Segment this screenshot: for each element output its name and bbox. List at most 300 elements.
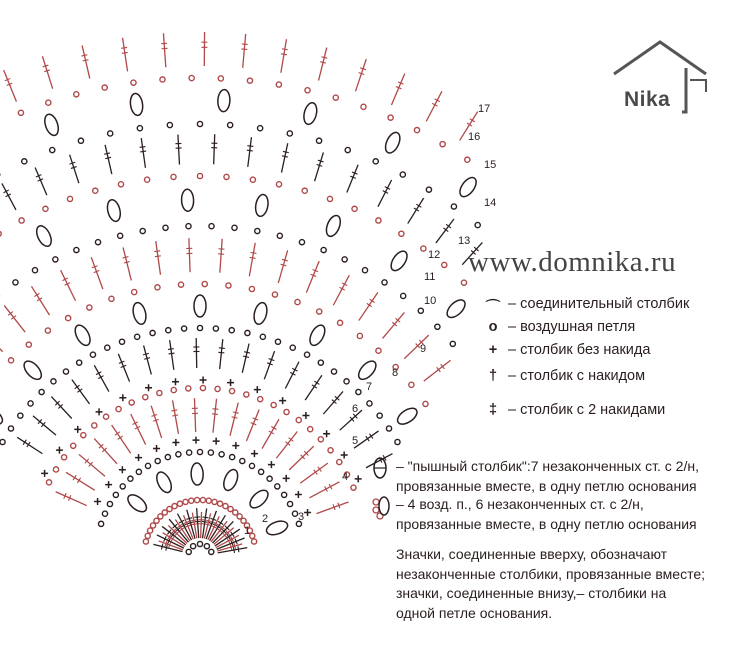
sc-stitch xyxy=(192,437,199,444)
sc-stitch xyxy=(74,426,81,433)
chain-stitch xyxy=(219,452,224,457)
chain-stitch xyxy=(116,406,121,411)
dc-bar xyxy=(367,303,372,306)
chain-stitch xyxy=(217,501,222,506)
chain-stitch xyxy=(259,469,264,474)
chain-stitch xyxy=(331,369,336,374)
chain-stitch xyxy=(461,280,466,285)
chain-stitch xyxy=(377,413,382,418)
chain-stitch xyxy=(102,85,107,90)
row-number: 11 xyxy=(424,271,436,283)
chain-stitch xyxy=(426,187,431,192)
dc-bar xyxy=(250,252,256,253)
dc-stitch xyxy=(163,33,165,67)
puff-stitch xyxy=(0,405,5,427)
chain-stitch xyxy=(71,443,76,448)
chain-stitch xyxy=(395,439,400,444)
chain-stitch xyxy=(98,521,103,526)
puff-stitch xyxy=(221,468,240,493)
sc-stitch xyxy=(172,439,179,446)
chain-stitch xyxy=(421,246,426,251)
note-line: одной петле основания. xyxy=(396,604,553,621)
chain-stitch xyxy=(90,352,95,357)
chain-stitch xyxy=(251,539,256,544)
chain-stitch xyxy=(267,476,272,481)
chain-stitch xyxy=(345,147,350,152)
chain-stitch xyxy=(45,328,50,333)
dc-bar xyxy=(370,299,375,302)
note-line: незаконченные столбики, провязанные вместе; xyxy=(396,565,706,582)
dc-bar xyxy=(205,524,211,525)
chain-stitch xyxy=(163,225,168,230)
chain-stitch xyxy=(361,104,366,109)
chain-stitch xyxy=(43,206,48,211)
chain-stitch xyxy=(118,233,123,238)
chain-stitch xyxy=(8,426,13,431)
chain-stitch xyxy=(92,423,97,428)
puff-stitch xyxy=(388,248,410,273)
double-crochet-icon: † xyxy=(488,368,498,384)
dc-stitch xyxy=(144,345,152,374)
dc-bar xyxy=(171,410,177,411)
dc-stitch xyxy=(317,502,349,514)
sc-stitch xyxy=(213,438,220,445)
chain-stitch xyxy=(145,177,150,182)
chain-stitch xyxy=(218,76,223,81)
chain-stitch xyxy=(77,360,82,365)
chain-stitch xyxy=(337,459,342,464)
chain-stitch xyxy=(271,402,276,407)
sc-stitch xyxy=(227,379,234,386)
dc-bar xyxy=(233,547,234,553)
dc-bar xyxy=(168,349,174,350)
chain-stitch xyxy=(272,292,277,297)
chain-stitch xyxy=(119,339,124,344)
row-number: 6 xyxy=(352,403,359,415)
chain-stitch xyxy=(132,289,137,294)
legend-text: – воздушная петля xyxy=(508,319,636,335)
dc-bar xyxy=(191,524,197,525)
chain-stitch xyxy=(344,379,349,384)
dc-stitch xyxy=(2,183,16,209)
sc-stitch xyxy=(94,498,101,505)
chain-stitch xyxy=(233,510,238,515)
row-number: 13 xyxy=(458,235,471,247)
dc-stitch xyxy=(31,286,49,315)
dc-stitch xyxy=(378,180,392,207)
dc-stitch xyxy=(282,143,288,172)
sc-stitch xyxy=(119,466,126,473)
chain-stitch xyxy=(0,439,5,444)
row-number: 4 xyxy=(342,471,349,483)
dc-stitch xyxy=(61,270,76,301)
chain-stitch xyxy=(376,348,381,353)
chain-stitch xyxy=(290,345,295,350)
row-number: 10 xyxy=(424,295,437,307)
chain-stitch xyxy=(240,458,245,463)
chain-stitch xyxy=(249,286,254,291)
chain-stitch xyxy=(197,173,202,178)
chain-stitch xyxy=(18,413,23,418)
chain-stitch xyxy=(208,450,213,455)
dc-stitch xyxy=(264,351,274,379)
dc-bar xyxy=(283,151,289,152)
dc-bar xyxy=(250,257,256,258)
dc-stitch xyxy=(123,38,128,72)
chain-stitch xyxy=(209,224,214,229)
chain-stitch xyxy=(186,386,191,391)
dc-stitch xyxy=(201,512,202,538)
puff-stitch xyxy=(355,358,379,382)
sc-stitch xyxy=(254,386,261,393)
dc-stitch xyxy=(347,165,358,193)
note-line: Значки, соединенные вверху, обозначают xyxy=(396,546,668,562)
dc-stitch xyxy=(112,425,131,453)
chain-stitch xyxy=(46,480,51,485)
dc-bar xyxy=(281,54,287,55)
chain-stitch xyxy=(244,392,249,397)
chain-stitch xyxy=(305,88,310,93)
cross-icon: + xyxy=(488,342,498,358)
sc-stitch xyxy=(135,454,142,461)
chain-stitch xyxy=(367,401,372,406)
chain-icon: o xyxy=(488,319,498,335)
dc-stitch xyxy=(220,239,222,273)
chain-stitch xyxy=(154,518,159,523)
dc-bar xyxy=(242,44,248,45)
chain-stitch xyxy=(356,389,361,394)
chain-stitch xyxy=(157,390,162,395)
chain-stitch xyxy=(258,397,263,402)
chain-stitch xyxy=(284,409,289,414)
chain-stitch xyxy=(108,131,113,136)
dc-bar xyxy=(232,417,238,418)
chain-stitch xyxy=(171,174,176,179)
chain-stitch xyxy=(74,92,79,97)
dc-bar xyxy=(144,358,150,360)
chain-stitch xyxy=(316,138,321,143)
dc-bar xyxy=(241,49,247,50)
puff-stitch xyxy=(395,405,420,427)
chain-stitch xyxy=(166,328,171,333)
puff-stitch xyxy=(444,297,468,321)
chain-stitch xyxy=(232,225,237,230)
sc-stitch xyxy=(304,509,311,516)
row-number: 14 xyxy=(484,197,497,209)
chain-stitch xyxy=(212,499,217,504)
chain-stitch xyxy=(327,196,332,201)
dc-stitch xyxy=(309,482,339,498)
dc-bar xyxy=(140,151,146,152)
chain-stitch xyxy=(50,147,55,152)
puff-stitch xyxy=(131,301,148,325)
dc-stitch xyxy=(246,410,259,442)
chain-stitch xyxy=(28,401,33,406)
sc-stitch xyxy=(283,475,290,482)
legend-text: – столбик с 2 накидами xyxy=(508,402,666,418)
sc-stitch xyxy=(295,491,302,498)
dc-bar xyxy=(169,353,175,354)
dc-bar xyxy=(155,256,161,257)
slip-stitch-icon: ⌒ xyxy=(485,300,501,316)
chain-stitch xyxy=(209,549,214,554)
dc-stitch xyxy=(249,243,255,276)
dc-stitch xyxy=(94,439,117,464)
sc-stitch xyxy=(341,452,348,459)
row-number: 8 xyxy=(392,367,399,379)
chain-stitch xyxy=(187,450,192,455)
dc-bar xyxy=(191,520,197,521)
chain-stitch xyxy=(200,497,205,502)
row-number: 7 xyxy=(366,381,373,393)
dc-stitch xyxy=(94,365,109,391)
sc-stitch xyxy=(96,408,103,415)
chain-stitch xyxy=(295,299,300,304)
chain-stitch xyxy=(165,454,170,459)
chain-stitch xyxy=(352,206,357,211)
chain-stitch xyxy=(81,433,86,438)
row-number: 17 xyxy=(478,103,491,115)
chain-stitch xyxy=(228,506,233,511)
chain-stitch xyxy=(155,285,160,290)
dc-bar xyxy=(154,251,160,252)
chain-stitch xyxy=(53,467,58,472)
chain-stitch xyxy=(8,358,13,363)
chain-stitch xyxy=(0,231,1,236)
puff-stitch xyxy=(457,175,480,200)
site-url: www.domnika.ru xyxy=(468,246,677,278)
dc-bar xyxy=(219,348,225,349)
dc-stitch xyxy=(151,406,162,438)
dc-bar xyxy=(218,352,224,353)
puff-stitch xyxy=(191,463,204,485)
puff-stitch xyxy=(125,492,150,515)
chain-stitch xyxy=(299,240,304,245)
chain-stitch xyxy=(451,204,456,209)
sc-stitch xyxy=(302,412,309,419)
dc-stitch xyxy=(285,362,299,389)
dc-bar xyxy=(238,546,239,552)
puff-stitch xyxy=(72,323,93,348)
chain-stitch xyxy=(304,352,309,357)
dc-bar xyxy=(312,385,317,388)
chain-stitch xyxy=(197,541,202,546)
dc-stitch xyxy=(42,56,52,88)
dc-stitch xyxy=(408,198,424,223)
dc-stitch xyxy=(123,247,131,280)
dc-stitch xyxy=(230,403,238,436)
sc-stitch xyxy=(119,394,126,401)
chain-stitch xyxy=(155,458,160,463)
sc-stitch xyxy=(232,442,239,449)
chain-stitch xyxy=(53,257,58,262)
dc-bar xyxy=(122,52,128,53)
sc-stitch xyxy=(41,470,48,477)
chain-stitch xyxy=(194,497,199,502)
chain-stitch xyxy=(145,463,150,468)
dc-stitch xyxy=(289,446,313,470)
chain-stitch xyxy=(258,126,263,131)
popcorn-desc-1: – 4 возд. п., 6 незаконченных ст. с 2/н, xyxy=(396,496,644,512)
chain-stitch xyxy=(321,247,326,252)
puff-stitch xyxy=(254,194,270,218)
dc-stitch xyxy=(242,344,249,373)
dc-stitch xyxy=(17,437,42,453)
chain-stitch xyxy=(197,121,202,126)
dc-stitch xyxy=(156,241,161,275)
chain-stitch xyxy=(337,320,342,325)
chain-stitch xyxy=(176,452,181,457)
puff-stitch xyxy=(252,301,269,325)
chain-stitch xyxy=(276,82,281,87)
chain-stitch xyxy=(87,305,92,310)
chain-stitch xyxy=(215,386,220,391)
dc-stitch xyxy=(105,145,112,174)
dc-bar xyxy=(366,436,369,441)
chain-stitch xyxy=(296,417,301,422)
chain-stitch xyxy=(191,544,196,549)
chain-stitch xyxy=(63,369,68,374)
dc-stitch xyxy=(262,419,279,448)
chain-stitch xyxy=(277,233,282,238)
dc-bar xyxy=(143,353,149,355)
dc-bar xyxy=(206,520,212,521)
dc-stitch xyxy=(4,70,17,102)
dc-bar xyxy=(202,521,208,522)
chain-stitch xyxy=(135,334,140,339)
chain-stitch xyxy=(275,339,280,344)
dc-stitch xyxy=(170,340,174,370)
dc-stitch xyxy=(141,138,145,168)
chain-stitch xyxy=(376,218,381,223)
sc-stitch xyxy=(153,445,160,452)
chain-stitch xyxy=(103,414,108,419)
dc-bar xyxy=(212,414,218,415)
chain-stitch xyxy=(67,196,72,201)
chain-stitch xyxy=(189,75,194,80)
row-number: 9 xyxy=(420,343,427,355)
row-number: 12 xyxy=(428,249,441,261)
dc-bar xyxy=(243,356,249,357)
dc-stitch xyxy=(300,463,328,483)
chain-stitch xyxy=(150,523,155,528)
puff-stitch xyxy=(383,130,403,155)
dc-stitch xyxy=(214,134,215,164)
dc-bar xyxy=(233,412,239,413)
chain-stitch xyxy=(245,330,250,335)
chain-stitch xyxy=(224,174,229,179)
chain-stitch xyxy=(318,437,323,442)
chain-stitch xyxy=(206,498,211,503)
chain-stitch xyxy=(140,228,145,233)
chain-stitch xyxy=(442,262,447,267)
dc-stitch xyxy=(278,250,287,283)
puff-stitch xyxy=(302,101,319,125)
puff-stitch xyxy=(324,213,343,238)
note-line: значки, соединенные внизу,– столбики на xyxy=(396,585,667,601)
chain-stitch xyxy=(178,282,183,287)
chain-stitch xyxy=(450,341,455,346)
dc-stitch xyxy=(66,472,95,490)
chain-stitch xyxy=(317,309,322,314)
chain-stitch xyxy=(465,157,470,162)
dc-stitch xyxy=(315,152,324,181)
chain-stitch xyxy=(46,100,51,105)
dc-stitch xyxy=(213,399,217,433)
dc-bar xyxy=(121,47,127,48)
dc-stitch xyxy=(51,397,71,419)
chain-stitch xyxy=(150,330,155,335)
chain-stitch xyxy=(107,501,112,506)
puff-desc-2: провязанные вместе, в одну петлю основания xyxy=(396,478,697,494)
chain-stitch xyxy=(66,316,71,321)
dc-bar xyxy=(104,153,110,154)
dc-bar xyxy=(231,532,234,537)
chain-stitch xyxy=(181,326,186,331)
chain-stitch xyxy=(136,469,141,474)
sc-stitch xyxy=(279,397,286,404)
dc-stitch xyxy=(276,431,297,458)
chain-stitch xyxy=(131,80,136,85)
chain-stitch xyxy=(171,387,176,392)
puff-stitch xyxy=(129,93,144,116)
puff-stitch-icon xyxy=(370,456,396,536)
chain-stitch xyxy=(186,224,191,229)
dc-stitch xyxy=(33,416,56,435)
dc-stitch xyxy=(355,59,366,91)
dc-bar xyxy=(202,517,208,518)
dc-stitch xyxy=(91,257,103,289)
chain-stitch xyxy=(318,360,323,365)
dc-stitch xyxy=(4,305,25,332)
puff-stitch xyxy=(21,358,45,382)
chain-stitch xyxy=(399,231,404,236)
chain-stitch xyxy=(275,484,280,489)
chain-stitch xyxy=(475,222,480,227)
chain-stitch xyxy=(143,395,148,400)
dc-stitch xyxy=(189,238,190,272)
puff-stitch xyxy=(105,198,122,222)
dc-stitch xyxy=(72,380,90,404)
chain-stitch xyxy=(177,501,182,506)
chain-stitch xyxy=(409,382,414,387)
dc-stitch xyxy=(178,135,180,165)
chain-stitch xyxy=(204,544,209,549)
dc-stitch xyxy=(35,168,47,196)
chain-stitch xyxy=(74,247,79,252)
chain-stitch xyxy=(160,77,165,82)
legend-text: – столбик с накидом xyxy=(508,368,646,384)
dc-bar xyxy=(83,60,89,61)
puff-desc-1: – "пышный столбик":7 незаконченных ст. с 2/н, xyxy=(396,458,699,474)
chain-stitch xyxy=(128,476,133,481)
chain-stitch xyxy=(401,293,406,298)
dc-stitch xyxy=(56,492,87,506)
chain-stitch xyxy=(229,388,234,393)
chain-stitch xyxy=(148,528,153,533)
chain-stitch xyxy=(373,159,378,164)
dc-bar xyxy=(81,55,87,56)
dc-stitch xyxy=(131,414,146,445)
chain-stitch xyxy=(308,427,313,432)
chain-stitch xyxy=(61,455,66,460)
chain-stitch xyxy=(435,324,440,329)
chain-stitch xyxy=(105,345,110,350)
chain-stitch xyxy=(357,333,362,338)
dc-stitch xyxy=(281,39,287,73)
dc-bar xyxy=(212,409,218,410)
puff-stitch xyxy=(265,519,290,538)
